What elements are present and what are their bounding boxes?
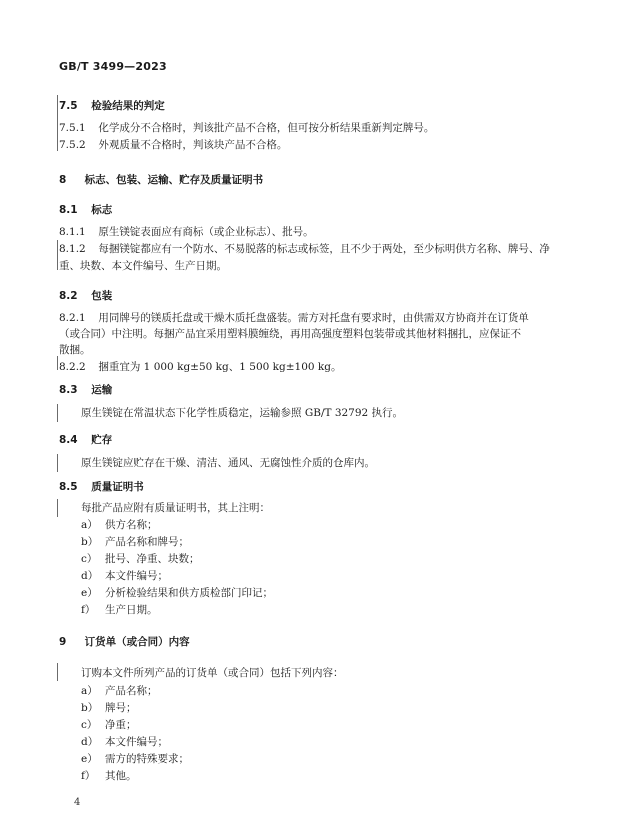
section-heading-8-5: 8.5 质量证明书 xyxy=(59,481,144,493)
change-bar xyxy=(57,95,58,151)
list-item: c） 批号、净重、块数； xyxy=(81,553,200,565)
list-item: e） 分析检验结果和供方质检部门印记； xyxy=(81,587,273,599)
section-heading-9: 9 订货单（或合同）内容 xyxy=(59,636,190,648)
clause-7-5-2: 7.5.2 外观质量不合格时，判该块产品不合格。 xyxy=(59,139,288,151)
page-number: 4 xyxy=(74,797,81,808)
clause-8-2-1-cont: 散捆。 xyxy=(59,344,91,356)
clause-8-4-text: 原生镁锭应贮存在干燥、清洁、通风、无腐蚀性介质的仓库内。 xyxy=(81,457,375,469)
change-bar xyxy=(57,404,58,422)
clause-8-5-intro: 每批产品应附有质量证明书，其上注明： xyxy=(81,502,270,514)
clause-8-1-1: 8.1.1 原生镁锭表面应有商标（或企业标志）、批号。 xyxy=(59,226,314,238)
clause-8-2-2: 8.2.2 捆重宜为 1 000 kg±50 kg、1 500 kg±100 kg。 xyxy=(59,361,342,373)
list-item: f） 其他。 xyxy=(81,770,137,782)
change-bar xyxy=(57,499,58,517)
section-heading-8-4: 8.4 贮存 xyxy=(59,434,113,446)
section-heading-8-2: 8.2 包装 xyxy=(59,290,113,302)
list-item: b） 产品名称和牌号； xyxy=(81,536,189,548)
section-heading-8: 8 标志、包装、运输、贮存及质量证明书 xyxy=(59,174,264,186)
clause-8-1-2-cont: 重、块数、本文件编号、生产日期。 xyxy=(59,260,227,272)
list-item: c） 净重； xyxy=(81,719,137,731)
section-heading-8-1: 8.1 标志 xyxy=(59,204,113,216)
list-item: f） 生产日期。 xyxy=(81,604,158,616)
change-bar xyxy=(57,454,58,472)
change-bar xyxy=(57,663,58,681)
section-heading-8-3: 8.3 运输 xyxy=(59,384,113,396)
list-item: b） 牌号； xyxy=(81,702,137,714)
standard-id: GB/T 3499—2023 xyxy=(59,60,167,73)
clause-8-1-2: 8.1.2 每捆镁锭都应有一个防水、不易脱落的标志或标签，且不少于两处，至少标明供方名称、牌号、净 xyxy=(59,243,550,255)
change-bar xyxy=(57,240,58,270)
clause-9-intro: 订购本文件所列产品的订货单（或合同）包括下列内容： xyxy=(81,667,344,679)
list-item: a） 产品名称； xyxy=(81,685,158,697)
list-item: d） 本文件编号； xyxy=(81,736,168,748)
clause-8-2-1-cont: （或合同）中注明。每捆产品宜采用塑料膜缠绕，再用高强度塑料包装带或其他材料捆扎，应保证不 xyxy=(59,328,521,340)
list-item: a） 供方名称； xyxy=(81,519,158,531)
change-bar xyxy=(57,356,58,370)
clause-7-5-1: 7.5.1 化学成分不合格时，判该批产品不合格，但可按分析结果重新判定牌号。 xyxy=(59,122,435,134)
list-item: e） 需方的特殊要求； xyxy=(81,753,189,765)
section-heading-7-5: 7.5 检验结果的判定 xyxy=(59,100,165,112)
list-item: d） 本文件编号； xyxy=(81,570,168,582)
clause-8-3-text: 原生镁锭在常温状态下化学性质稳定，运输参照 GB/T 32792 执行。 xyxy=(81,407,404,419)
clause-8-2-1: 8.2.1 用同牌号的镁质托盘或干燥木质托盘盛装。需方对托盘有要求时，由供需双方协商并在订货单 xyxy=(59,312,529,324)
